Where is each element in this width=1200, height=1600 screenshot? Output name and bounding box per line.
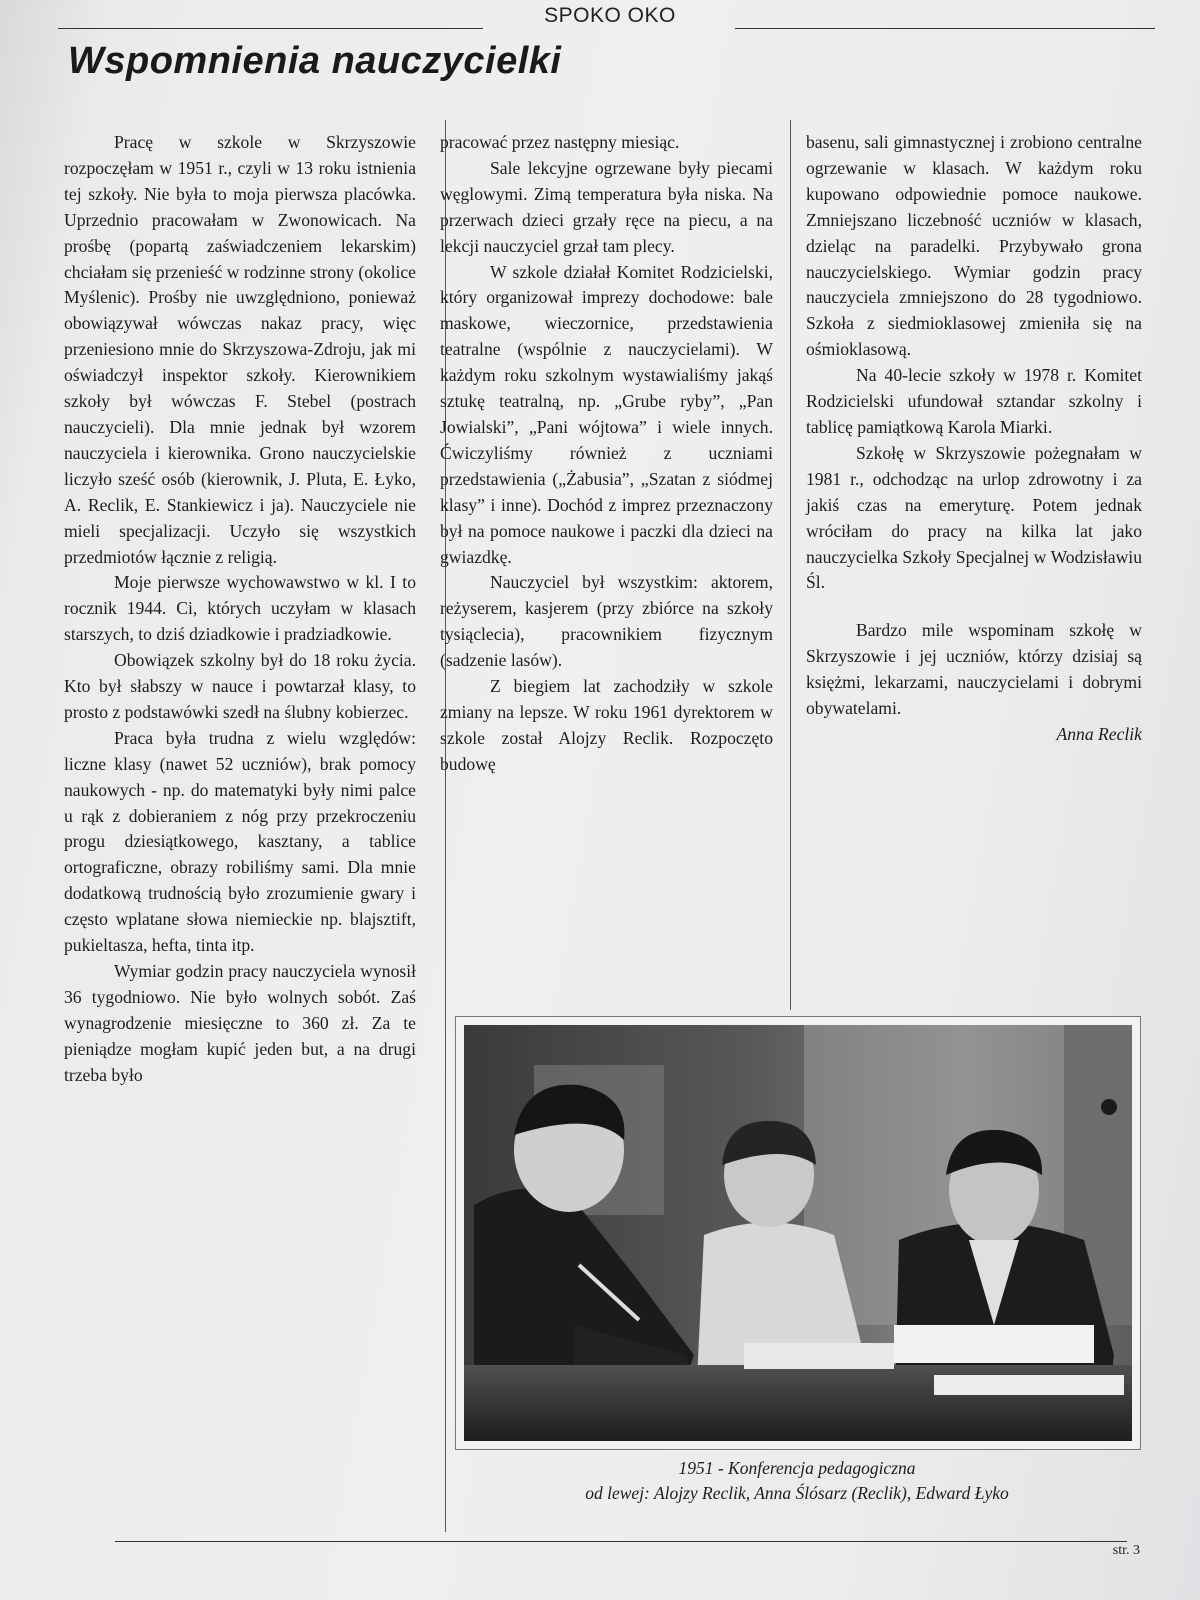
paragraph: Z biegiem lat zachodziły w szkole zmiany na lepsze. W roku 1961 dyrektorem w szkole został Alojzy Reclik. Rozpoczęto budowę	[440, 676, 773, 774]
paragraph: Bardzo mile wspominam szkołę w Skrzyszowie i jej uczniów, którzy dzisiaj są księżmi, lekarzami, nauczycielami i dobrymi obywatelami.	[806, 620, 1142, 719]
photo-caption-line-2: od lewej: Alojzy Reclik, Anna Ślósarz (Reclik), Edward Łyko	[585, 1483, 1009, 1503]
photo-papers-right-front	[934, 1375, 1124, 1395]
header-rule-right	[735, 28, 1155, 29]
paragraph: Praca była trudna z wielu względów: liczne klasy (nawet 52 uczniów), brak pomocy naukowych - np. do matematyki były nimi palce u rąk z dobieraniem z nóg przy przekroczeniu progu dziesiątkowego, kasztany, a tablice ortograficzne, obrazy robiliśmy sami. Dla mnie dodatkową trudnością było zrozumienie gwary i często wplatane słowa niemieckie np. blajsztift, pukieltasza, hefta, tinta itp.	[64, 727, 416, 956]
article-column-3	[806, 130, 1142, 748]
author-signature: Anna Reclik	[1056, 723, 1142, 744]
paragraph: Sale lekcyjne ogrzewane były piecami węglowymi. Zimą temperatura była niska. Na przerwach dzieci grzały ręce na piecu, a na lekcji nauczyciel grzał tam plecy.	[440, 157, 773, 256]
column-divider-2	[790, 120, 791, 1010]
photo-papers-right	[894, 1325, 1094, 1363]
paragraph: pracować przez następny miesiąc.	[440, 132, 680, 152]
paragraph: Na 40-lecie szkoły w 1978 r. Komitet Rodzicielski ufundował sztandar szkolny i tablicę pamiątkową Karola Miarki.	[806, 365, 1142, 437]
article-column-1	[64, 130, 416, 1089]
article-title: Wspomnienia nauczycielki	[68, 40, 562, 82]
historical-photo	[464, 1025, 1132, 1441]
photo-caption	[455, 1456, 1139, 1506]
paragraph: Obowiązek szkolny był do 18 roku życia. Kto był słabszy w nauce i powtarzał klasy, to prosto z podstawówki szedł na ślubny kobierzec.	[64, 650, 416, 722]
photo-caption-line-1: 1951 - Konferencja pedagogiczna	[678, 1458, 916, 1478]
paragraph: Wymiar godzin pracy nauczyciela wynosił 36 tygodniowo. Nie było wolnych sobót. Zaś wynagrodzenie miesięczne to 360 zł. Za te pieniądze mogłam kupić jeden but, a na drugi trzeba było	[64, 961, 416, 1085]
paragraph: basenu, sali gimnastycznej i zrobiono centralne ogrzewanie w klasach. W każdym roku kupowano odpowiednie pomoce naukowe. Zmniejszano liczebność uczniów w klasach, dzieląc na paradelki. Przybywało grona nauczycielskiego. Wymiar godzin pracy nauczyciela zmniejszono do 28 tygodniowo. Szkoła z siedmioklasowej zmieniła się na ośmioklasową.	[806, 132, 1142, 360]
paragraph: Nauczyciel był wszystkim: aktorem, reżyserem, kasjerem (przy zbiórce na szkoły tysiąclecia), pracownikiem fizycznym (sadzenie lasów).	[440, 572, 773, 671]
photo-frame	[455, 1016, 1141, 1450]
header-rule-left	[58, 28, 483, 29]
paragraph: Szkołę w Skrzyszowie pożegnałam w 1981 r., odchodząc na urlop zdrowotny i za jakiś czas na emeryturę. Potem jednak wróciłam do pracy na kilka lat jako nauczycielka Szkoły Specjalnej w Wodzisławiu Śl.	[806, 442, 1142, 593]
magazine-name: SPOKO OKO	[544, 4, 676, 27]
page-number: str. 3	[1112, 1543, 1140, 1558]
paragraph: Moje pierwsze wychowawstwo w kl. I to rocznik 1944. Ci, których uczyłam w klasach starszych, to dziś dziadkowie i pradziadkowie.	[64, 572, 416, 645]
paragraph: Pracę w szkole w Skrzyszowie rozpoczęłam w 1951 r., czyli w 13 roku istnienia tej szkoły. Nie była to moja pierwsza placówka. Uprzednio pracowałam w Zwonowicach. Na prośbę (popartą zaświadczeniem lekarskim) chciałam się przenieść w rodzinne strony (okolice Myślenic). Prośby nie uwzględniono, ponieważ obowiązywał wówczas nakaz pracy, więc przeniesiono mnie do Skrzyszowa-Zdroju, jak mi oświadczył inspektor szkoły. Kierownikiem szkoły był wówczas F. Stebel (postrach nauczycieli). Dla mnie jednak był wzorem nauczyciela i kierownika. Grono nauczycielskie liczyło sześć osób (kierownik, J. Pluta, E. Łyko, A. Reclik, E. Stankiewicz i ja). Nauczyciele nie mieli specjalizacji. Uczyło się wszystkich przedmiotów łącznie z religią.	[64, 132, 416, 567]
article-column-2	[440, 130, 773, 778]
footer-rule	[115, 1541, 1127, 1542]
photo-papers-middle	[744, 1343, 894, 1369]
paragraph: W szkole działał Komitet Rodzicielski, który organizował imprezy dochodowe: bale maskowe, wieczornice, przedstawienia teatralne (wspólnie z nauczycielami). W każdym roku szkolnym wystawialiśmy jakąś sztukę teatralną, np. „Grube ryby”, „Pan Jowialski”, „Pani wójtowa” i wiele innych. Ćwiczyliśmy również z uczniami przedstawienia („Żabusia”, „Szatan z siódmej klasy” i inne). Dochód z imprez przeznaczony był na pomoce naukowe i paczki dla dzieci na gwiazdkę.	[440, 261, 773, 567]
photo-door-knob	[1101, 1099, 1117, 1115]
